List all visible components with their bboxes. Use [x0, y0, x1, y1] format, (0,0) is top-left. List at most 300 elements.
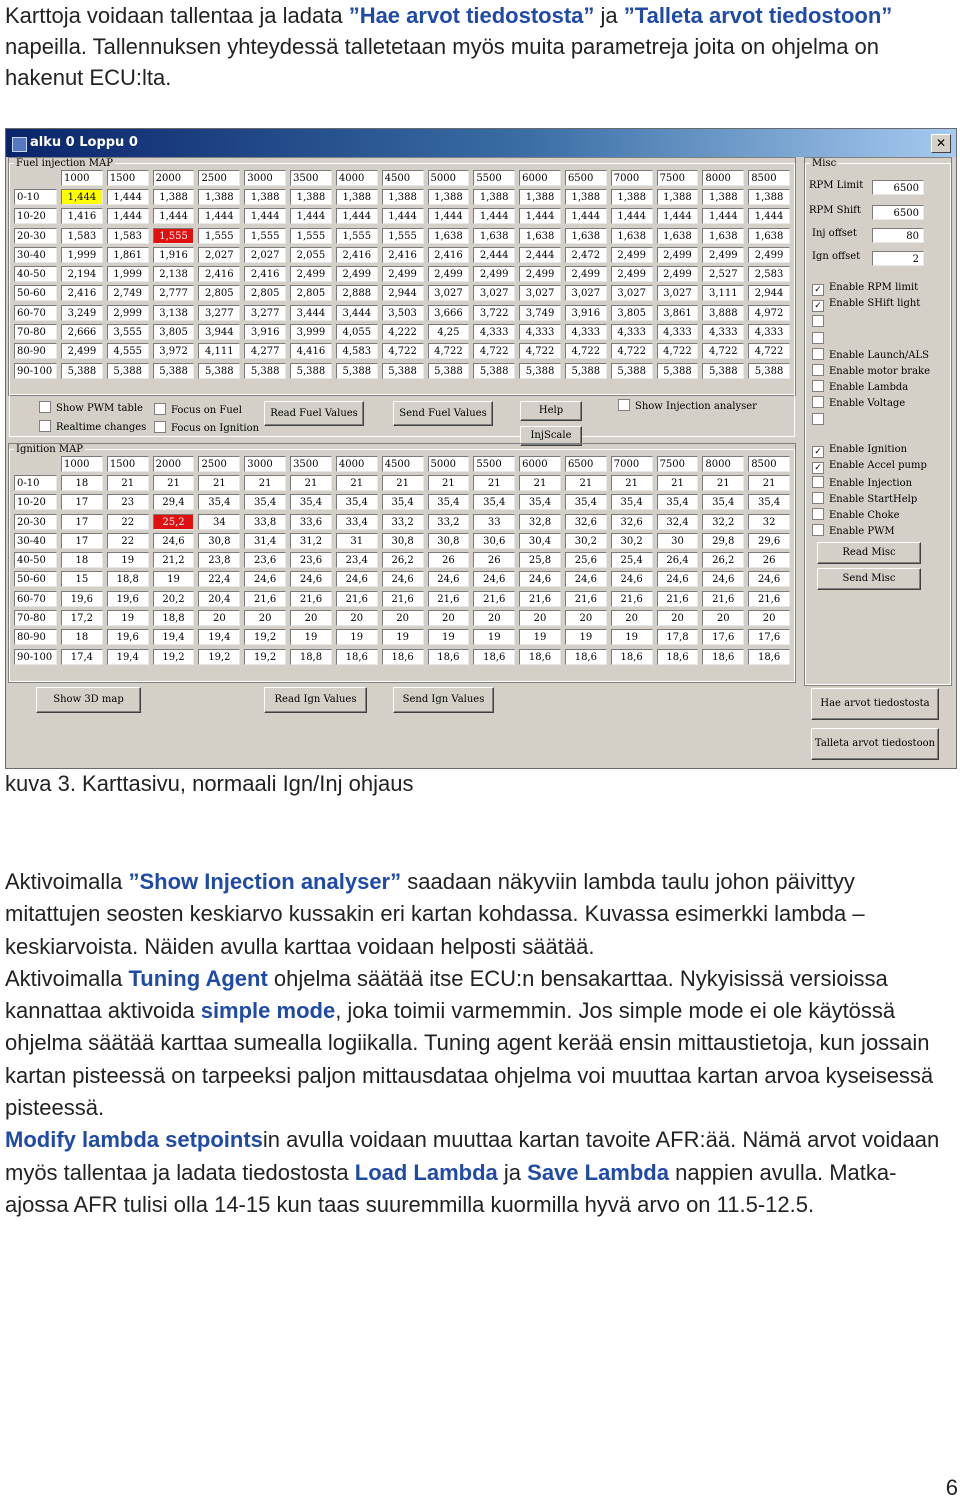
- map-cell[interactable]: 19,4: [107, 649, 149, 665]
- map-cell[interactable]: 3,027: [519, 285, 561, 301]
- map-cell[interactable]: 21: [519, 475, 561, 491]
- map-cell[interactable]: 35,4: [336, 494, 378, 510]
- window-titlebar[interactable]: [6, 129, 956, 157]
- map-cell[interactable]: 3,999: [290, 324, 332, 340]
- ign-offset-input[interactable]: 2: [872, 251, 924, 266]
- map-cell[interactable]: 3,972: [153, 343, 195, 359]
- map-cell[interactable]: 3,805: [153, 324, 195, 340]
- map-cell[interactable]: 26: [748, 552, 790, 568]
- map-cell[interactable]: 3,555: [107, 324, 149, 340]
- map-cell[interactable]: 30,8: [428, 533, 470, 549]
- map-cell[interactable]: 5,388: [428, 363, 470, 379]
- map-cell[interactable]: 3,503: [382, 305, 424, 321]
- map-cell[interactable]: 19,2: [198, 649, 240, 665]
- map-cell[interactable]: 3,027: [428, 285, 470, 301]
- map-cell[interactable]: 29,6: [748, 533, 790, 549]
- map-cell[interactable]: 21,6: [565, 591, 607, 607]
- close-button[interactable]: ✕: [931, 134, 951, 153]
- map-cell[interactable]: 2,527: [702, 266, 744, 282]
- map-cell[interactable]: 19: [107, 552, 149, 568]
- map-cell[interactable]: 4,722: [519, 343, 561, 359]
- map-cell[interactable]: 5,388: [153, 363, 195, 379]
- map-cell[interactable]: 1,388: [519, 189, 561, 205]
- map-cell[interactable]: 17: [61, 514, 103, 530]
- map-cell[interactable]: 4,722: [748, 343, 790, 359]
- map-cell[interactable]: 2,999: [107, 305, 149, 321]
- map-cell[interactable]: 18,6: [382, 649, 424, 665]
- map-cell[interactable]: 1,555: [153, 228, 195, 244]
- map-cell[interactable]: 22: [107, 514, 149, 530]
- map-cell[interactable]: 26: [428, 552, 470, 568]
- map-cell[interactable]: 19: [428, 629, 470, 645]
- map-cell[interactable]: 24,6: [336, 571, 378, 587]
- map-cell[interactable]: 5,388: [565, 363, 607, 379]
- map-cell[interactable]: 26,2: [382, 552, 424, 568]
- map-cell[interactable]: 17,6: [702, 629, 744, 645]
- map-cell[interactable]: 1,861: [107, 247, 149, 263]
- map-cell[interactable]: 3,944: [198, 324, 240, 340]
- map-cell[interactable]: 1,444: [107, 189, 149, 205]
- map-cell[interactable]: 18,6: [702, 649, 744, 665]
- map-cell[interactable]: 33,2: [382, 514, 424, 530]
- map-cell[interactable]: 19,2: [153, 649, 195, 665]
- map-cell[interactable]: 1,638: [702, 228, 744, 244]
- map-cell[interactable]: 19,6: [61, 591, 103, 607]
- map-cell[interactable]: 3,027: [565, 285, 607, 301]
- map-cell[interactable]: 24,6: [702, 571, 744, 587]
- map-cell[interactable]: 2,416: [61, 285, 103, 301]
- realtime-checkbox[interactable]: [39, 420, 146, 433]
- map-cell[interactable]: 4,055: [336, 324, 378, 340]
- en-accel-checkbox[interactable]: [812, 460, 927, 474]
- map-cell[interactable]: 19: [519, 629, 561, 645]
- map-cell[interactable]: 19: [336, 629, 378, 645]
- map-cell[interactable]: 22,4: [198, 571, 240, 587]
- map-cell[interactable]: 19: [153, 571, 195, 587]
- map-cell[interactable]: 4,722: [565, 343, 607, 359]
- map-cell[interactable]: 2,499: [61, 343, 103, 359]
- map-cell[interactable]: 4,722: [657, 343, 699, 359]
- send-fuel-button[interactable]: Send Fuel Values: [393, 401, 493, 426]
- en-choke-checkbox[interactable]: [812, 508, 900, 521]
- map-cell[interactable]: 2,499: [519, 266, 561, 282]
- map-cell[interactable]: 21: [565, 475, 607, 491]
- map-cell[interactable]: 18,6: [519, 649, 561, 665]
- map-cell[interactable]: 4,277: [244, 343, 286, 359]
- map-cell[interactable]: 24,6: [611, 571, 653, 587]
- map-cell[interactable]: 21: [382, 475, 424, 491]
- map-cell[interactable]: 19,6: [107, 591, 149, 607]
- map-cell[interactable]: 5,388: [336, 363, 378, 379]
- map-cell[interactable]: 3,027: [473, 285, 515, 301]
- map-cell[interactable]: 24,6: [153, 533, 195, 549]
- map-cell[interactable]: 3,666: [428, 305, 470, 321]
- map-cell[interactable]: 1,638: [611, 228, 653, 244]
- map-cell[interactable]: 19: [565, 629, 607, 645]
- map-cell[interactable]: 35,4: [611, 494, 653, 510]
- map-cell[interactable]: 4,722: [473, 343, 515, 359]
- map-cell[interactable]: 21: [153, 475, 195, 491]
- map-cell[interactable]: 31,4: [244, 533, 286, 549]
- read-ign-button[interactable]: Read Ign Values: [264, 687, 367, 713]
- read-fuel-button[interactable]: Read Fuel Values: [264, 401, 364, 426]
- en-motor-brake-checkbox[interactable]: [812, 364, 930, 377]
- map-cell[interactable]: 33: [473, 514, 515, 530]
- misc-checkbox[interactable]: [812, 332, 829, 345]
- map-cell[interactable]: 26: [473, 552, 515, 568]
- map-cell[interactable]: 5,388: [107, 363, 149, 379]
- map-cell[interactable]: 1,583: [107, 228, 149, 244]
- map-cell[interactable]: 2,499: [657, 247, 699, 263]
- map-cell[interactable]: 3,444: [336, 305, 378, 321]
- map-cell[interactable]: 26,4: [657, 552, 699, 568]
- show-pwm-checkbox[interactable]: [39, 401, 143, 414]
- map-cell[interactable]: 23,6: [290, 552, 332, 568]
- map-cell[interactable]: 18,6: [565, 649, 607, 665]
- map-cell[interactable]: 19,2: [244, 649, 286, 665]
- map-cell[interactable]: 21,6: [748, 591, 790, 607]
- map-cell[interactable]: 33,8: [244, 514, 286, 530]
- map-cell[interactable]: 1,638: [748, 228, 790, 244]
- load-from-file-button[interactable]: Hae arvot tiedostosta: [811, 688, 939, 720]
- map-cell[interactable]: 2,416: [336, 247, 378, 263]
- map-cell[interactable]: 1,388: [198, 189, 240, 205]
- map-cell[interactable]: 18: [61, 475, 103, 491]
- map-cell[interactable]: 1,388: [565, 189, 607, 205]
- map-cell[interactable]: 20: [565, 610, 607, 626]
- map-cell[interactable]: 3,277: [198, 305, 240, 321]
- map-cell[interactable]: 33,2: [428, 514, 470, 530]
- map-cell[interactable]: 5,388: [61, 363, 103, 379]
- map-cell[interactable]: 23,6: [244, 552, 286, 568]
- map-cell[interactable]: 20: [657, 610, 699, 626]
- map-cell[interactable]: 21,6: [382, 591, 424, 607]
- map-cell[interactable]: 19,4: [153, 629, 195, 645]
- map-cell[interactable]: 2,499: [702, 247, 744, 263]
- map-cell[interactable]: 15: [61, 571, 103, 587]
- map-cell[interactable]: 2,499: [611, 247, 653, 263]
- map-cell[interactable]: 3,249: [61, 305, 103, 321]
- map-cell[interactable]: 1,444: [198, 208, 240, 224]
- map-cell[interactable]: 30,4: [519, 533, 561, 549]
- map-cell[interactable]: 22: [107, 533, 149, 549]
- read-misc-button[interactable]: Read Misc: [817, 542, 921, 564]
- map-cell[interactable]: 20: [290, 610, 332, 626]
- map-cell[interactable]: 1,555: [336, 228, 378, 244]
- map-cell[interactable]: 19: [473, 629, 515, 645]
- map-cell[interactable]: 17,8: [657, 629, 699, 645]
- map-cell[interactable]: 19: [382, 629, 424, 645]
- map-cell[interactable]: 1,388: [244, 189, 286, 205]
- map-cell[interactable]: 32,6: [565, 514, 607, 530]
- map-cell[interactable]: 1,638: [428, 228, 470, 244]
- map-cell[interactable]: 2,499: [290, 266, 332, 282]
- rpm-shift-input[interactable]: 6500: [872, 205, 924, 220]
- map-cell[interactable]: 4,722: [382, 343, 424, 359]
- map-cell[interactable]: 2,472: [565, 247, 607, 263]
- map-cell[interactable]: 3,027: [657, 285, 699, 301]
- map-cell[interactable]: 18,6: [748, 649, 790, 665]
- map-cell[interactable]: 4,416: [290, 343, 332, 359]
- map-cell[interactable]: 2,416: [382, 247, 424, 263]
- map-cell[interactable]: 24,6: [748, 571, 790, 587]
- focus-ign-checkbox[interactable]: [154, 421, 259, 434]
- show-3d-map-button[interactable]: Show 3D map: [36, 687, 141, 713]
- map-cell[interactable]: 1,444: [290, 208, 332, 224]
- map-cell[interactable]: 2,055: [290, 247, 332, 263]
- map-cell[interactable]: 1,444: [473, 208, 515, 224]
- en-ignition-checkbox[interactable]: [812, 444, 907, 458]
- map-cell[interactable]: 18,8: [107, 571, 149, 587]
- map-cell[interactable]: 32,8: [519, 514, 561, 530]
- map-cell[interactable]: 30,8: [382, 533, 424, 549]
- map-cell[interactable]: 26,2: [702, 552, 744, 568]
- map-cell[interactable]: 17,4: [61, 649, 103, 665]
- map-cell[interactable]: 18,8: [153, 610, 195, 626]
- map-cell[interactable]: 3,027: [611, 285, 653, 301]
- map-cell[interactable]: 1,388: [657, 189, 699, 205]
- map-cell[interactable]: 1,555: [382, 228, 424, 244]
- map-cell[interactable]: 4,722: [702, 343, 744, 359]
- map-cell[interactable]: 2,027: [198, 247, 240, 263]
- map-cell[interactable]: 5,388: [702, 363, 744, 379]
- map-cell[interactable]: 20: [702, 610, 744, 626]
- map-cell[interactable]: 18: [61, 629, 103, 645]
- map-cell[interactable]: 35,4: [198, 494, 240, 510]
- map-cell[interactable]: 35,4: [702, 494, 744, 510]
- map-cell[interactable]: 29,8: [702, 533, 744, 549]
- map-cell[interactable]: 20: [336, 610, 378, 626]
- map-cell[interactable]: 17,6: [748, 629, 790, 645]
- map-cell[interactable]: 3,916: [565, 305, 607, 321]
- map-cell[interactable]: 24,6: [657, 571, 699, 587]
- map-cell[interactable]: 5,388: [198, 363, 240, 379]
- injscale-button[interactable]: InjScale: [520, 426, 582, 446]
- map-cell[interactable]: 4,333: [519, 324, 561, 340]
- map-cell[interactable]: 19: [107, 610, 149, 626]
- en-injection-checkbox[interactable]: [812, 476, 912, 489]
- map-cell[interactable]: 20,4: [198, 591, 240, 607]
- map-cell[interactable]: 24,6: [473, 571, 515, 587]
- map-cell[interactable]: 3,861: [657, 305, 699, 321]
- map-cell[interactable]: 21,6: [702, 591, 744, 607]
- map-cell[interactable]: 21,6: [244, 591, 286, 607]
- map-cell[interactable]: 19: [611, 629, 653, 645]
- map-cell[interactable]: 4,333: [748, 324, 790, 340]
- map-cell[interactable]: 2,499: [336, 266, 378, 282]
- map-cell[interactable]: 1,388: [336, 189, 378, 205]
- map-cell[interactable]: 35,4: [657, 494, 699, 510]
- map-cell[interactable]: 3,749: [519, 305, 561, 321]
- map-cell[interactable]: 21,6: [336, 591, 378, 607]
- map-cell[interactable]: 1,555: [244, 228, 286, 244]
- map-cell[interactable]: 4,333: [565, 324, 607, 340]
- map-cell[interactable]: 1,999: [61, 247, 103, 263]
- map-cell[interactable]: 35,4: [565, 494, 607, 510]
- help-button[interactable]: Help: [520, 401, 582, 421]
- map-cell[interactable]: 25,2: [153, 514, 195, 530]
- map-cell[interactable]: 20: [244, 610, 286, 626]
- map-cell[interactable]: 2,499: [473, 266, 515, 282]
- map-cell[interactable]: 35,4: [428, 494, 470, 510]
- map-cell[interactable]: 3,888: [702, 305, 744, 321]
- map-cell[interactable]: 20: [748, 610, 790, 626]
- map-cell[interactable]: 2,194: [61, 266, 103, 282]
- map-cell[interactable]: 1,638: [657, 228, 699, 244]
- map-cell[interactable]: 2,416: [198, 266, 240, 282]
- map-cell[interactable]: 2,499: [611, 266, 653, 282]
- map-cell[interactable]: 30: [657, 533, 699, 549]
- en-launch-checkbox[interactable]: [812, 348, 929, 361]
- inj-offset-input[interactable]: 80: [872, 228, 924, 243]
- misc-checkbox[interactable]: [812, 315, 829, 328]
- save-to-file-button[interactable]: Talleta arvot tiedostoon: [811, 728, 939, 760]
- map-cell[interactable]: 1,444: [702, 208, 744, 224]
- map-cell[interactable]: 1,444: [519, 208, 561, 224]
- map-cell[interactable]: 35,4: [748, 494, 790, 510]
- map-cell[interactable]: 1,388: [290, 189, 332, 205]
- map-cell[interactable]: 35,4: [473, 494, 515, 510]
- map-cell[interactable]: 2,499: [382, 266, 424, 282]
- map-cell[interactable]: 20: [428, 610, 470, 626]
- map-cell[interactable]: 2,583: [748, 266, 790, 282]
- map-cell[interactable]: 1,444: [336, 208, 378, 224]
- map-cell[interactable]: 1,999: [107, 266, 149, 282]
- map-cell[interactable]: 1,388: [153, 189, 195, 205]
- map-cell[interactable]: 1,555: [290, 228, 332, 244]
- map-cell[interactable]: 25,8: [519, 552, 561, 568]
- map-cell[interactable]: 21,6: [611, 591, 653, 607]
- map-cell[interactable]: 32: [748, 514, 790, 530]
- map-cell[interactable]: 24,6: [290, 571, 332, 587]
- map-cell[interactable]: 2,416: [244, 266, 286, 282]
- map-cell[interactable]: 19,2: [244, 629, 286, 645]
- map-cell[interactable]: 24,6: [244, 571, 286, 587]
- map-cell[interactable]: 17: [61, 494, 103, 510]
- map-cell[interactable]: 21: [657, 475, 699, 491]
- map-cell[interactable]: 1,583: [61, 228, 103, 244]
- map-cell[interactable]: 18,6: [336, 649, 378, 665]
- map-cell[interactable]: 23: [107, 494, 149, 510]
- map-cell[interactable]: 4,333: [473, 324, 515, 340]
- map-cell[interactable]: 19,4: [198, 629, 240, 645]
- map-cell[interactable]: 35,4: [244, 494, 286, 510]
- map-cell[interactable]: 1,444: [657, 208, 699, 224]
- map-cell[interactable]: 4,333: [657, 324, 699, 340]
- map-cell[interactable]: 2,805: [290, 285, 332, 301]
- map-cell[interactable]: 24,6: [519, 571, 561, 587]
- map-cell[interactable]: 30,8: [198, 533, 240, 549]
- map-cell[interactable]: 2,777: [153, 285, 195, 301]
- map-cell[interactable]: 21,2: [153, 552, 195, 568]
- map-cell[interactable]: 4,972: [748, 305, 790, 321]
- map-cell[interactable]: 18,6: [473, 649, 515, 665]
- map-cell[interactable]: 31: [336, 533, 378, 549]
- en-shift-light-checkbox[interactable]: [812, 298, 920, 312]
- map-cell[interactable]: 4,222: [382, 324, 424, 340]
- map-cell[interactable]: 21,6: [519, 591, 561, 607]
- map-cell[interactable]: 29,4: [153, 494, 195, 510]
- map-cell[interactable]: 4,333: [702, 324, 744, 340]
- map-cell[interactable]: 2,888: [336, 285, 378, 301]
- map-cell[interactable]: 21: [107, 475, 149, 491]
- map-cell[interactable]: 2,499: [748, 247, 790, 263]
- map-cell[interactable]: 1,444: [107, 208, 149, 224]
- map-cell[interactable]: 1,444: [382, 208, 424, 224]
- map-cell[interactable]: 3,722: [473, 305, 515, 321]
- show-injection-analyser-checkbox[interactable]: [618, 399, 757, 412]
- map-cell[interactable]: 18: [61, 552, 103, 568]
- send-misc-button[interactable]: Send Misc: [817, 568, 921, 590]
- map-cell[interactable]: 32,4: [657, 514, 699, 530]
- map-cell[interactable]: 19: [290, 629, 332, 645]
- map-cell[interactable]: 4,722: [611, 343, 653, 359]
- map-cell[interactable]: 30,2: [565, 533, 607, 549]
- map-cell[interactable]: 5,388: [657, 363, 699, 379]
- map-cell[interactable]: 2,805: [198, 285, 240, 301]
- map-cell[interactable]: 35,4: [519, 494, 561, 510]
- map-cell[interactable]: 1,555: [198, 228, 240, 244]
- map-cell[interactable]: 2,749: [107, 285, 149, 301]
- map-cell[interactable]: 1,388: [473, 189, 515, 205]
- map-cell[interactable]: 21,6: [473, 591, 515, 607]
- map-cell[interactable]: 31,2: [290, 533, 332, 549]
- map-cell[interactable]: 30,6: [473, 533, 515, 549]
- en-lambda-checkbox[interactable]: [812, 380, 908, 393]
- map-cell[interactable]: 2,499: [657, 266, 699, 282]
- map-cell[interactable]: 21: [244, 475, 286, 491]
- map-cell[interactable]: 25,4: [611, 552, 653, 568]
- map-cell[interactable]: 20: [473, 610, 515, 626]
- map-cell[interactable]: 17: [61, 533, 103, 549]
- map-cell[interactable]: 4,722: [428, 343, 470, 359]
- map-cell[interactable]: 21,6: [290, 591, 332, 607]
- map-cell[interactable]: 1,638: [565, 228, 607, 244]
- map-cell[interactable]: 35,4: [382, 494, 424, 510]
- map-cell[interactable]: 1,444: [244, 208, 286, 224]
- map-cell[interactable]: 2,138: [153, 266, 195, 282]
- map-cell[interactable]: 20: [382, 610, 424, 626]
- map-cell[interactable]: 4,333: [611, 324, 653, 340]
- en-voltage-checkbox[interactable]: [812, 396, 905, 409]
- map-cell[interactable]: 21,6: [657, 591, 699, 607]
- map-cell[interactable]: 5,388: [473, 363, 515, 379]
- misc-checkbox[interactable]: [812, 413, 829, 426]
- map-cell[interactable]: 5,388: [244, 363, 286, 379]
- map-cell[interactable]: 33,6: [290, 514, 332, 530]
- map-cell[interactable]: 2,499: [428, 266, 470, 282]
- send-ign-button[interactable]: Send Ign Values: [393, 687, 494, 713]
- map-cell[interactable]: 4,25: [428, 324, 470, 340]
- map-cell[interactable]: 5,388: [290, 363, 332, 379]
- map-cell[interactable]: 18,6: [428, 649, 470, 665]
- map-cell[interactable]: 5,388: [748, 363, 790, 379]
- map-cell[interactable]: 24,6: [565, 571, 607, 587]
- map-cell[interactable]: 2,944: [748, 285, 790, 301]
- map-cell[interactable]: 1,388: [382, 189, 424, 205]
- map-cell[interactable]: 1,638: [473, 228, 515, 244]
- map-cell[interactable]: 20: [198, 610, 240, 626]
- focus-fuel-checkbox[interactable]: [154, 403, 242, 416]
- map-cell[interactable]: 2,944: [382, 285, 424, 301]
- rpm-limit-input[interactable]: 6500: [872, 180, 924, 195]
- map-cell[interactable]: 5,388: [611, 363, 653, 379]
- map-cell[interactable]: 21: [198, 475, 240, 491]
- map-cell[interactable]: 34: [198, 514, 240, 530]
- map-cell[interactable]: 1,388: [748, 189, 790, 205]
- map-cell[interactable]: 20,2: [153, 591, 195, 607]
- map-cell[interactable]: 21: [428, 475, 470, 491]
